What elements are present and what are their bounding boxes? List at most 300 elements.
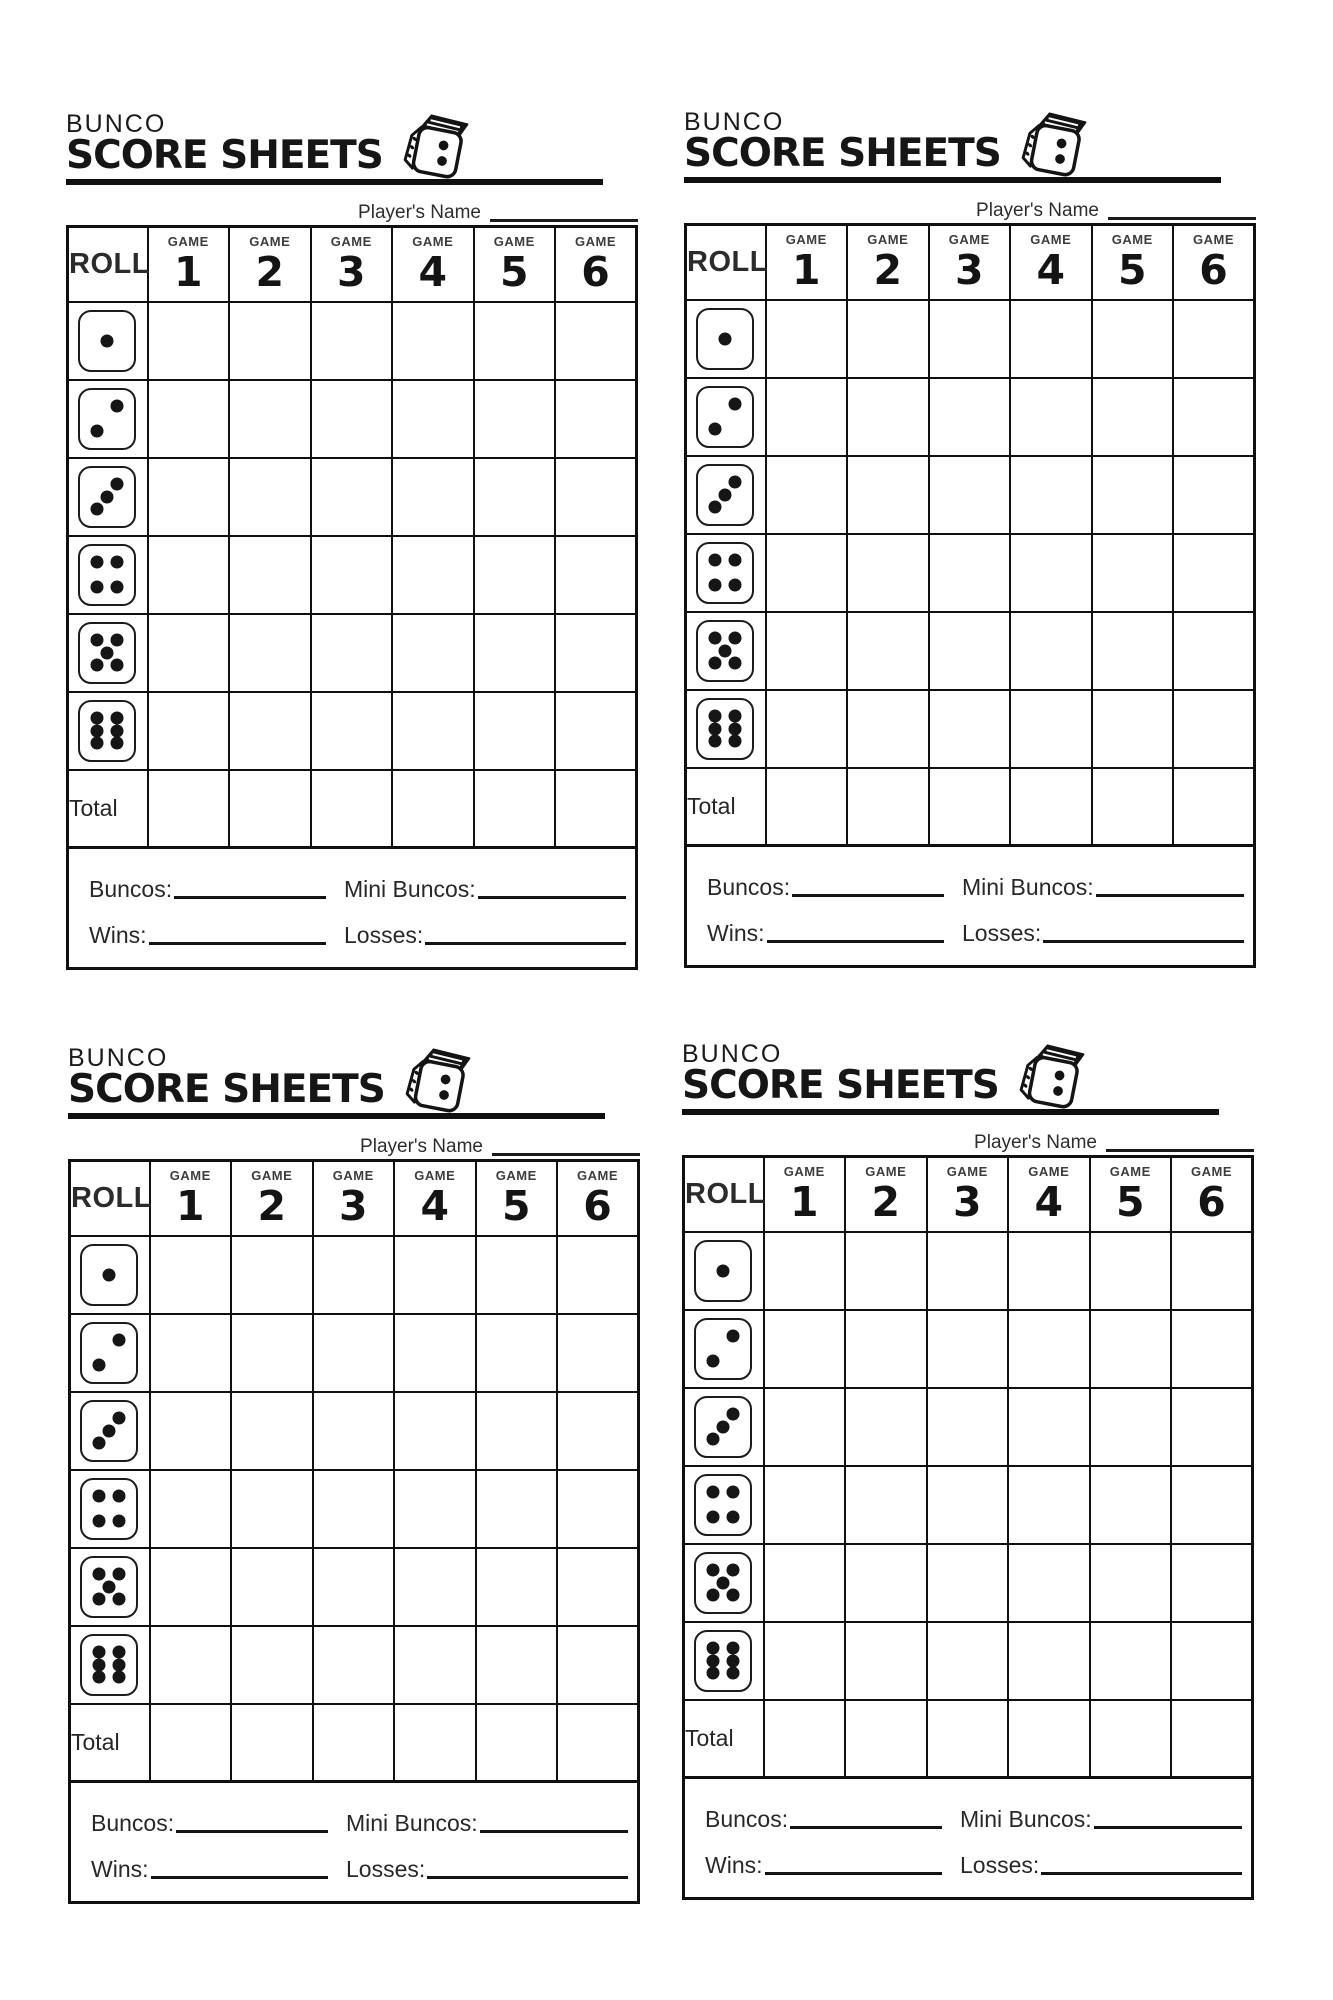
die-cell (68, 692, 148, 770)
score-cell (1010, 456, 1092, 534)
pip (90, 634, 103, 647)
score-cell (229, 380, 311, 458)
brand-text: BUNCO (66, 110, 167, 138)
score-cell (150, 1548, 232, 1626)
pip (708, 632, 721, 645)
score-table (68, 1159, 640, 1783)
score-cell (474, 458, 556, 536)
buncos-blank (176, 1830, 328, 1833)
game-2-header (231, 1161, 313, 1236)
score-cell (927, 1232, 1009, 1310)
game-6-header (557, 1161, 639, 1236)
game-word: GAME (948, 232, 990, 247)
pip (90, 502, 103, 515)
buncos-field (707, 876, 944, 899)
buncos-blank (790, 1826, 942, 1829)
die-3-icon (694, 1396, 752, 1458)
game-number: 5 (501, 1182, 531, 1230)
total-label-cell (684, 1700, 764, 1778)
pip (103, 1268, 116, 1281)
score-cell (1173, 456, 1255, 534)
score-cell (557, 1392, 639, 1470)
score-cell (148, 536, 230, 614)
game-1-header (766, 225, 848, 300)
score-cell (555, 458, 637, 536)
score-cell (476, 1626, 558, 1704)
footer-row-wins (91, 1841, 628, 1881)
score-cell (148, 380, 230, 458)
die-cell (686, 690, 766, 768)
score-cell (1090, 1466, 1172, 1544)
losses-blank (425, 942, 626, 945)
score-cell (1171, 1388, 1253, 1466)
player-name-row (68, 1132, 640, 1156)
mini-buncos-blank (1096, 894, 1244, 897)
score-cell (927, 1310, 1009, 1388)
game-number: 4 (418, 248, 448, 296)
score-cell (311, 302, 393, 380)
total-cell (150, 1704, 232, 1782)
player-name-label: Player's Name (360, 1136, 483, 1157)
die-cell (70, 1548, 150, 1626)
pip (111, 580, 124, 593)
game-word: GAME (414, 1168, 456, 1183)
game-number: 3 (954, 246, 984, 294)
score-cell (1090, 1544, 1172, 1622)
pip (729, 632, 742, 645)
total-label: Total (687, 792, 736, 819)
pip (90, 724, 103, 737)
losses-field (960, 1854, 1242, 1877)
player-name-label: Player's Name (976, 200, 1099, 221)
score-cell (1173, 690, 1255, 768)
total-cell (929, 768, 1011, 846)
score-cell (476, 1236, 558, 1314)
pip (706, 1666, 719, 1679)
score-cell (474, 380, 556, 458)
total-cell (847, 768, 929, 846)
game-word: GAME (1193, 232, 1234, 247)
die-4-icon (80, 1478, 138, 1540)
pip (113, 1334, 126, 1347)
pip (113, 1646, 126, 1659)
game-number: 2 (871, 1178, 901, 1226)
dice-row-4 (686, 534, 1255, 612)
game-number: 1 (789, 1178, 819, 1226)
score-cell (231, 1470, 313, 1548)
pip (90, 556, 103, 569)
pip (729, 476, 742, 489)
total-label: Total (69, 794, 118, 821)
pip (708, 710, 721, 723)
die-cell (686, 612, 766, 690)
score-cell (847, 612, 929, 690)
score-cell (1092, 378, 1174, 456)
game-word: GAME (783, 1164, 825, 1179)
game-word: GAME (167, 234, 209, 249)
wins-blank (149, 942, 327, 945)
score-cell (148, 302, 230, 380)
game-word: GAME (946, 1164, 988, 1179)
mini-buncos-label: Mini Buncos: (344, 876, 476, 902)
pip (717, 1420, 730, 1433)
player-name-label: Player's Name (358, 202, 481, 223)
game-word: GAME (330, 234, 372, 249)
die-6-icon (696, 698, 754, 760)
die-cell (684, 1232, 764, 1310)
total-cell (148, 770, 230, 848)
score-cell (1092, 534, 1174, 612)
game-number: 4 (1036, 246, 1066, 294)
score-cell (1090, 1232, 1172, 1310)
game-2-header (847, 225, 929, 300)
score-cell (1010, 300, 1092, 378)
score-table (682, 1155, 1254, 1779)
total-label-cell (68, 770, 148, 848)
brand-text: BUNCO (68, 1044, 169, 1072)
pip (727, 1330, 740, 1343)
game-word: GAME (412, 234, 454, 249)
total-cell (845, 1700, 927, 1778)
pip (92, 1568, 105, 1581)
score-cell (311, 380, 393, 458)
mini-buncos-field (346, 1812, 628, 1835)
score-cell (929, 690, 1011, 768)
pip (706, 1486, 719, 1499)
game-number: 2 (257, 1182, 287, 1230)
score-cell (474, 302, 556, 380)
pip (708, 734, 721, 747)
sheet-footer (684, 847, 1256, 968)
game-5-header (474, 227, 556, 302)
score-cell (845, 1544, 927, 1622)
score-cell (766, 300, 848, 378)
game-3-header (313, 1161, 395, 1236)
player-name-blank (1108, 217, 1256, 220)
total-cell (1008, 1700, 1090, 1778)
die-cell (684, 1466, 764, 1544)
score-cell (929, 378, 1011, 456)
losses-field (962, 922, 1244, 945)
score-table (684, 223, 1256, 847)
pip (111, 658, 124, 671)
game-6-header (555, 227, 637, 302)
game-number: 6 (1199, 246, 1228, 294)
total-cell (557, 1704, 639, 1782)
mini-buncos-label: Mini Buncos: (962, 874, 1094, 900)
total-row (68, 770, 637, 848)
score-cell (313, 1626, 395, 1704)
sheet-header (66, 112, 640, 185)
score-cell (847, 378, 929, 456)
footer-row-wins (707, 905, 1244, 945)
score-cell (313, 1548, 395, 1626)
dice-row-2 (684, 1310, 1253, 1388)
total-cell (766, 768, 848, 846)
pip (113, 1412, 126, 1425)
score-cell (311, 458, 393, 536)
buncos-field (91, 1812, 328, 1835)
score-cell (1008, 1232, 1090, 1310)
die-cell (686, 456, 766, 534)
die-showing-two-icon (1010, 110, 1088, 185)
die-1-icon (696, 308, 754, 370)
pip (113, 1658, 126, 1671)
pip (90, 712, 103, 725)
sheet-footer (682, 1779, 1254, 1900)
game-3-header (311, 227, 393, 302)
wins-label: Wins: (91, 1856, 149, 1882)
score-cell (929, 300, 1011, 378)
brand-text: BUNCO (684, 108, 785, 136)
die-6-icon (78, 700, 136, 762)
total-cell (231, 1704, 313, 1782)
score-cell (1090, 1310, 1172, 1388)
pip (708, 554, 721, 567)
losses-field (344, 924, 626, 947)
dice-row-6 (686, 690, 1255, 768)
pip (103, 1424, 116, 1437)
pip (706, 1510, 719, 1523)
score-cell (1171, 1622, 1253, 1700)
dice-row-1 (684, 1232, 1253, 1310)
score-cell (229, 458, 311, 536)
total-row (70, 1704, 639, 1782)
pip (101, 646, 114, 659)
dice-row-2 (686, 378, 1255, 456)
score-cell (1008, 1466, 1090, 1544)
pip (706, 1588, 719, 1601)
roll-header (686, 225, 766, 300)
game-word: GAME (169, 1168, 211, 1183)
score-cell (1092, 456, 1174, 534)
pip (706, 1354, 719, 1367)
die-5-icon (80, 1556, 138, 1618)
game-number: 6 (583, 1182, 612, 1230)
pip (92, 1490, 105, 1503)
game-number: 2 (873, 246, 903, 294)
game-number: 1 (173, 248, 203, 296)
pip (111, 724, 124, 737)
dice-row-5 (684, 1544, 1253, 1622)
score-cell (394, 1548, 476, 1626)
score-cell (1008, 1310, 1090, 1388)
total-label-cell (70, 1704, 150, 1782)
score-cell (845, 1466, 927, 1544)
score-cell (764, 1544, 846, 1622)
score-cell (1171, 1232, 1253, 1310)
score-sheet-1 (66, 112, 640, 970)
total-cell (392, 770, 474, 848)
game-1-header (150, 1161, 232, 1236)
score-cell (474, 536, 556, 614)
pip (719, 488, 732, 501)
score-cell (231, 1548, 313, 1626)
game-5-header (1090, 1157, 1172, 1232)
dice-row-3 (70, 1392, 639, 1470)
pip (727, 1408, 740, 1421)
die-2-icon (696, 386, 754, 448)
score-cell (392, 614, 474, 692)
score-cell (392, 536, 474, 614)
pip (727, 1564, 740, 1577)
score-cell (555, 302, 637, 380)
game-word: GAME (332, 1168, 374, 1183)
die-1-icon (694, 1240, 752, 1302)
game-word: GAME (249, 234, 291, 249)
score-cell (766, 534, 848, 612)
die-cell (686, 300, 766, 378)
pip (111, 400, 124, 413)
total-cell (555, 770, 637, 848)
total-cell (229, 770, 311, 848)
score-cell (392, 380, 474, 458)
roll-header (70, 1161, 150, 1236)
pip (729, 722, 742, 735)
game-number: 4 (420, 1182, 450, 1230)
footer-row-wins (705, 1837, 1242, 1877)
score-cell (148, 614, 230, 692)
score-cell (148, 458, 230, 536)
pip (729, 398, 742, 411)
sheet-title: SCORE SHEETS (66, 133, 383, 178)
score-cell (229, 536, 311, 614)
mini-buncos-label: Mini Buncos: (346, 1810, 478, 1836)
die-2-icon (78, 388, 136, 450)
score-cell (557, 1626, 639, 1704)
game-number: 1 (175, 1182, 205, 1230)
die-cell (686, 534, 766, 612)
player-name-blank (492, 1153, 640, 1156)
score-cell (1173, 300, 1255, 378)
die-3-icon (696, 464, 754, 526)
die-cell (68, 380, 148, 458)
score-cell (1010, 534, 1092, 612)
total-cell (1090, 1700, 1172, 1778)
score-cell (929, 534, 1011, 612)
game-word: GAME (251, 1168, 293, 1183)
game-word: GAME (577, 1168, 618, 1183)
game-4-header (394, 1161, 476, 1236)
footer-row-buncos (707, 859, 1244, 899)
score-cell (557, 1548, 639, 1626)
total-cell (476, 1704, 558, 1782)
game-2-header (229, 227, 311, 302)
roll-label: ROLL (685, 1177, 766, 1210)
buncos-field (89, 878, 326, 901)
sheet-header (682, 1042, 1256, 1115)
sheet-header (684, 110, 1258, 183)
sheet-header (68, 1046, 642, 1119)
pip (727, 1510, 740, 1523)
wins-field (89, 924, 326, 947)
score-cell (557, 1236, 639, 1314)
pip (111, 556, 124, 569)
pip (113, 1592, 126, 1605)
sheet-footer (66, 849, 638, 970)
buncos-label: Buncos: (705, 1806, 789, 1832)
die-cell (70, 1236, 150, 1314)
game-word: GAME (1028, 1164, 1070, 1179)
game-number: 5 (499, 248, 529, 296)
die-6-icon (80, 1634, 138, 1696)
score-cell (392, 302, 474, 380)
die-cell (70, 1314, 150, 1392)
score-cell (1171, 1544, 1253, 1622)
score-cell (764, 1232, 846, 1310)
pip (729, 710, 742, 723)
score-cell (847, 456, 929, 534)
table-header-row (70, 1161, 639, 1236)
die-showing-two-icon (394, 1046, 472, 1121)
pip (729, 734, 742, 747)
pip (101, 490, 114, 503)
die-cell (68, 458, 148, 536)
die-6-icon (694, 1630, 752, 1692)
die-5-icon (696, 620, 754, 682)
losses-label: Losses: (344, 922, 424, 948)
score-cell (1173, 534, 1255, 612)
pip (92, 1670, 105, 1683)
score-cell (474, 692, 556, 770)
footer-row-buncos (91, 1795, 628, 1835)
mini-buncos-blank (1094, 1826, 1242, 1829)
mini-buncos-field (962, 876, 1244, 899)
score-cell (555, 692, 637, 770)
game-word: GAME (1030, 232, 1072, 247)
total-cell (311, 770, 393, 848)
die-4-icon (694, 1474, 752, 1536)
pip (719, 644, 732, 657)
dice-row-3 (684, 1388, 1253, 1466)
total-label: Total (685, 1724, 734, 1751)
die-5-icon (694, 1552, 752, 1614)
game-5-header (476, 1161, 558, 1236)
score-cell (474, 614, 556, 692)
score-cell (311, 692, 393, 770)
total-row (684, 1700, 1253, 1778)
wins-field (91, 1858, 328, 1881)
die-cell (684, 1310, 764, 1388)
total-label: Total (71, 1728, 120, 1755)
score-cell (313, 1314, 395, 1392)
game-2-header (845, 1157, 927, 1232)
score-cell (229, 692, 311, 770)
game-6-header (1173, 225, 1255, 300)
score-cell (394, 1236, 476, 1314)
pip (113, 1568, 126, 1581)
score-cell (845, 1388, 927, 1466)
score-cell (313, 1236, 395, 1314)
dice-row-2 (68, 380, 637, 458)
score-cell (1008, 1388, 1090, 1466)
score-cell (847, 690, 929, 768)
wins-blank (767, 940, 945, 943)
wins-blank (151, 1876, 329, 1879)
player-name-row (66, 198, 638, 222)
dice-row-4 (684, 1466, 1253, 1544)
score-cell (764, 1622, 846, 1700)
wins-blank (765, 1872, 943, 1875)
score-cell (1092, 690, 1174, 768)
score-cell (231, 1392, 313, 1470)
score-cell (555, 614, 637, 692)
game-word: GAME (785, 232, 827, 247)
pip (727, 1654, 740, 1667)
dice-row-6 (68, 692, 637, 770)
score-cell (1010, 612, 1092, 690)
score-sheet-2 (684, 110, 1258, 968)
